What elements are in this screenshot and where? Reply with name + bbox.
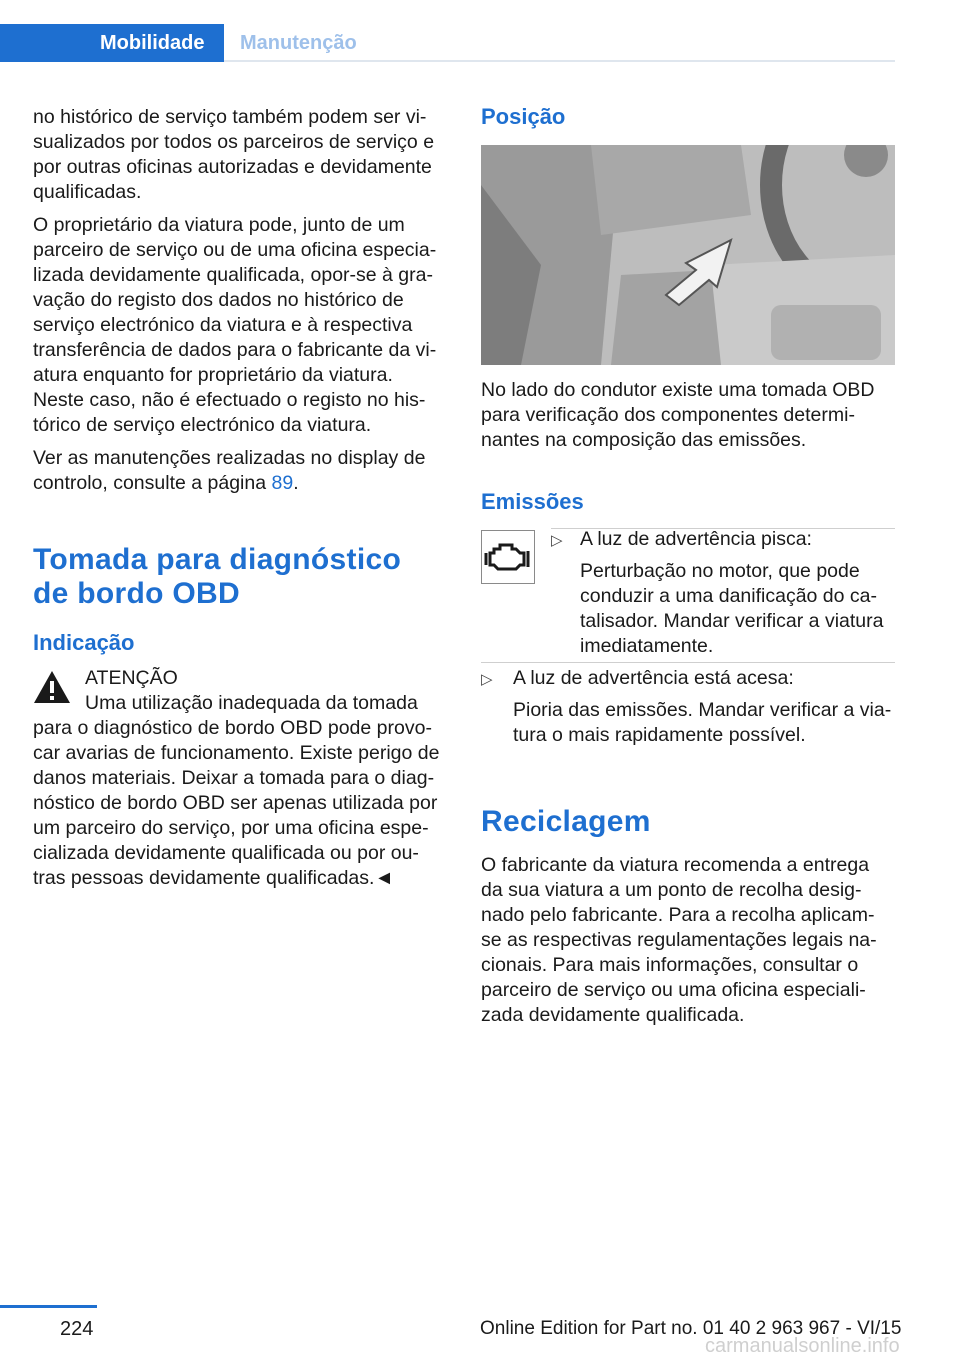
warning-block [33,666,443,891]
paragraph-owner-opposition: O proprietário da viatura pode, junto de um parceiro de serviço ou de uma oficina especializada devidamente qualificada, opor-se à gravação do registo dos dados no histórico de serviço electrónico da viatura e à respectiva transferência de dados para o fabricante da viatura enquanto for proprietário da viatura. Neste caso, não é efectuado o registo no histórico de serviço electrónico da viatura. [33,214,437,436]
warning-text: para o diagnóstico de bordo OBD pode provocar avarias de funcionamento. Existe perigo de danos materiais. Deixar a tomada para o diagnóstico de bordo OBD ser apenas utilizada por um parceiro do serviço, por uma oficina especializada devidamente qualificada ou por outras pessoas devidamente qualificadas.◄ [33,717,440,889]
obd-photo-illustration [481,145,895,365]
triangle-bullet-icon: ▷ [551,532,563,549]
bullet2-text: Pioria das emissões. Mandar verificar a viatura o mais rapidamente possível. [513,699,892,746]
tab-manutencao[interactable]: Manutenção [240,32,357,54]
edition-text: Online Edition for Part no. 01 40 2 963 967 - VI/15 [480,1318,902,1339]
paragraph-see-maintenance [33,446,443,496]
page-number: 224 [60,1318,94,1340]
warning-title: ATENÇÃO [85,667,178,689]
tab-mobilidade[interactable]: Mobilidade [0,24,224,62]
bullet1-title: A luz de advertência pisca: [580,528,812,550]
header-tabs [0,24,895,62]
heading-indicacao: Indicação [33,630,135,655]
watermark: carmanualsonline.info [705,1335,900,1357]
heading-posicao: Posição [481,104,566,129]
left-column [33,105,443,504]
warning-line1: Uma utilização inadequada da tomada [85,692,418,714]
page-link[interactable]: 89 [271,472,294,494]
warning-triangle-icon [33,670,71,704]
heading-reciclagem: Reciclagem [481,805,651,838]
heading-obd: Tomada para diagnóstico de bordo OBD [33,543,402,610]
bullet2-title: A luz de advertência está acesa: [513,667,794,689]
see-maintenance-text: Ver as manutenções realizadas no display de controlo, consulte a página [33,447,426,494]
obd-location-photo [481,145,895,365]
period: . [293,472,299,494]
bullet1-text: Perturbação no motor, que pode conduzir a uma danificação do catalisador. Mandar verificar a viatura imediatamente. [580,560,884,657]
paragraph-service-history: no histórico de serviço também podem ser visualizados por todos os parceiros de serviço e por outras oficinas autorizadas e devidamente qualificadas. [33,106,435,203]
recycling-text: O fabricante da viatura recomenda a entrega da sua viatura a um ponto de recolha designado pelo fabricante. Para a recolha aplicam-se as respectivas regulamentações legais nacionais. Para mais informações, consultar o parceiro de serviço ou uma oficina especializada devidamente qualificada. [481,854,877,1026]
position-description: No lado do condutor existe uma tomada OBD para verificação dos componentes determinantes na composição das emissões. [481,379,875,451]
triangle-bullet-icon: ▷ [481,671,493,688]
check-engine-icon [481,530,535,584]
footer-accent-line [0,1305,97,1308]
emission-separator-mid [481,662,895,663]
heading-emissoes: Emissões [481,489,584,514]
